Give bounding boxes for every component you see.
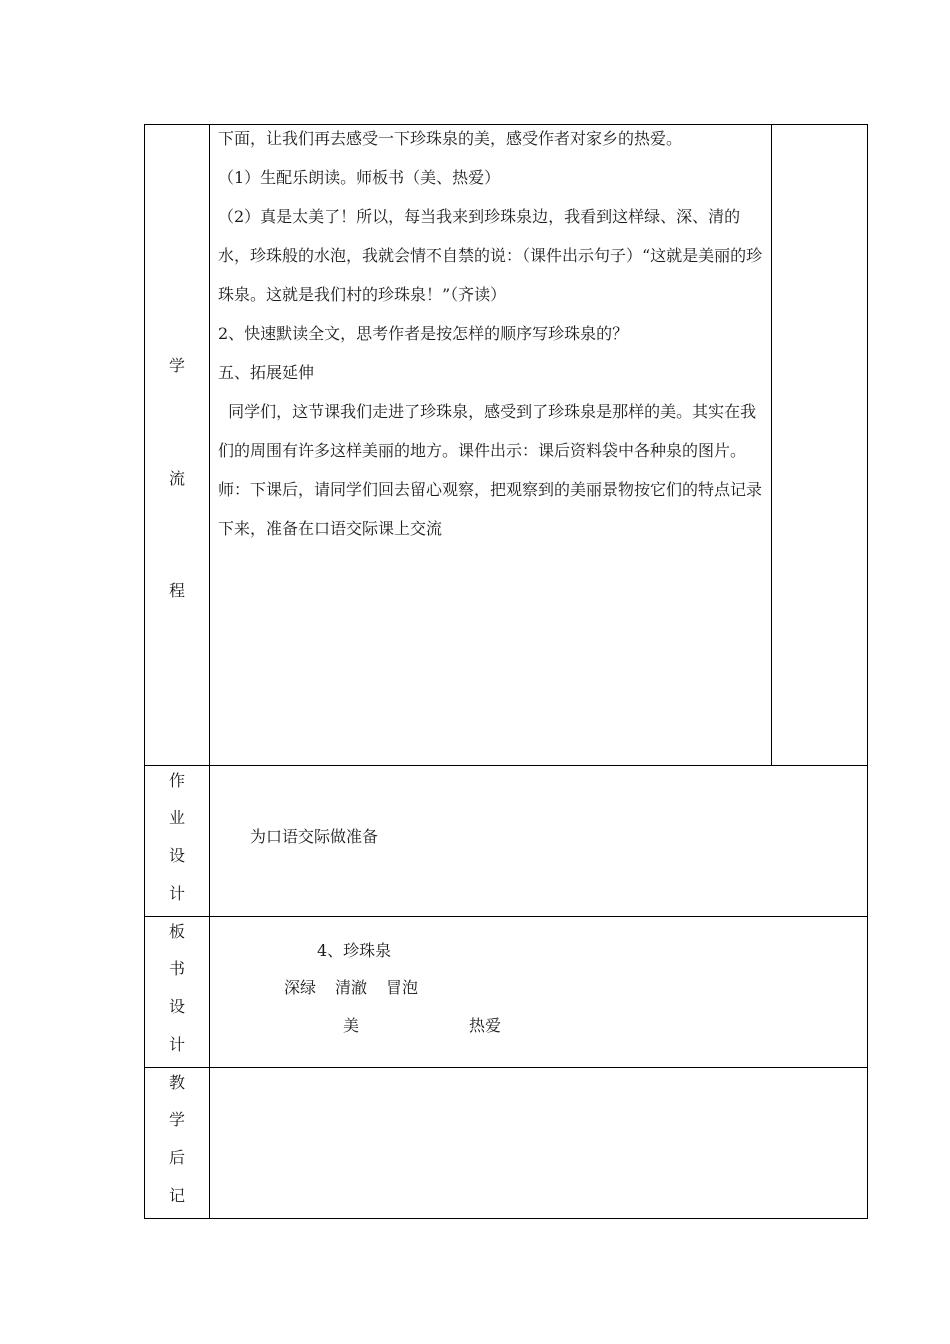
board-row xyxy=(144,916,868,1068)
process-label-char: 学 xyxy=(168,356,185,375)
homework-content: 为口语交际做准备 xyxy=(250,827,379,846)
process-paragraph: （2）真是太美了！所以，每当我来到珍珠泉边，我看到这样绿、深、清的水，珍珠般的水泡，我就会情不自禁的说：（课件出示句子）“这就是美丽的珍珠泉。这就是我们村的珍珠泉！”（齐读） xyxy=(218,207,763,304)
process-paragraph: 五、拓展延伸 xyxy=(218,363,315,382)
reflection-label-char: 学 xyxy=(168,1110,185,1129)
reflection-label-char: 后 xyxy=(168,1148,185,1167)
reflection-label-char: 记 xyxy=(168,1186,185,1205)
board-label-cell xyxy=(145,917,210,1067)
board-title: 4、珍珠泉 xyxy=(317,941,392,960)
process-paragraph: 师：下课后，请同学们回去留心观察，把观察到的美丽景物按它们的特点记录下来，准备在口语交际课上交流 xyxy=(218,480,763,538)
process-paragraph: （1）生配乐朗读。师板书（美、热爱） xyxy=(218,168,501,187)
homework-label-char: 计 xyxy=(168,884,185,903)
board-label-char: 书 xyxy=(168,959,185,978)
process-paragraph: 同学们，这节课我们走进了珍珠泉，感受到了珍珠泉是那样的美。其实在我们的周围有许多这样美丽的地方。课件出示：课后资料袋中各种泉的图片。 xyxy=(218,402,757,460)
process-paragraph: 下面，让我们再去感受一下珍珠泉的美，感受作者对家乡的热爱。 xyxy=(218,129,683,148)
board-word: 深绿 xyxy=(284,978,317,997)
process-label-cell xyxy=(145,125,210,765)
process-notes-cell xyxy=(771,125,772,765)
homework-row xyxy=(144,765,868,917)
process-label-char: 程 xyxy=(168,581,185,600)
board-label-char: 板 xyxy=(168,922,185,941)
board-label-char: 设 xyxy=(168,997,185,1016)
process-content xyxy=(218,119,766,548)
homework-label-char: 设 xyxy=(168,846,185,865)
process-paragraph: 2、快速默读全文，思考作者是按怎样的顺序写珍珠泉的？ xyxy=(218,324,629,343)
board-right-word: 热爱 xyxy=(469,1016,502,1035)
board-word: 冒泡 xyxy=(386,978,419,997)
board-word: 清澈 xyxy=(335,978,368,997)
homework-label-cell xyxy=(145,766,210,916)
process-label-char: 流 xyxy=(168,469,185,488)
board-left-word: 美 xyxy=(343,1016,360,1035)
reflection-label-cell xyxy=(145,1068,210,1218)
process-row xyxy=(144,124,868,766)
homework-label-char: 作 xyxy=(168,771,185,790)
board-label-char: 计 xyxy=(168,1035,185,1054)
reflection-label-char: 教 xyxy=(168,1073,185,1092)
reflection-row xyxy=(144,1067,868,1219)
homework-label-char: 业 xyxy=(168,808,185,827)
